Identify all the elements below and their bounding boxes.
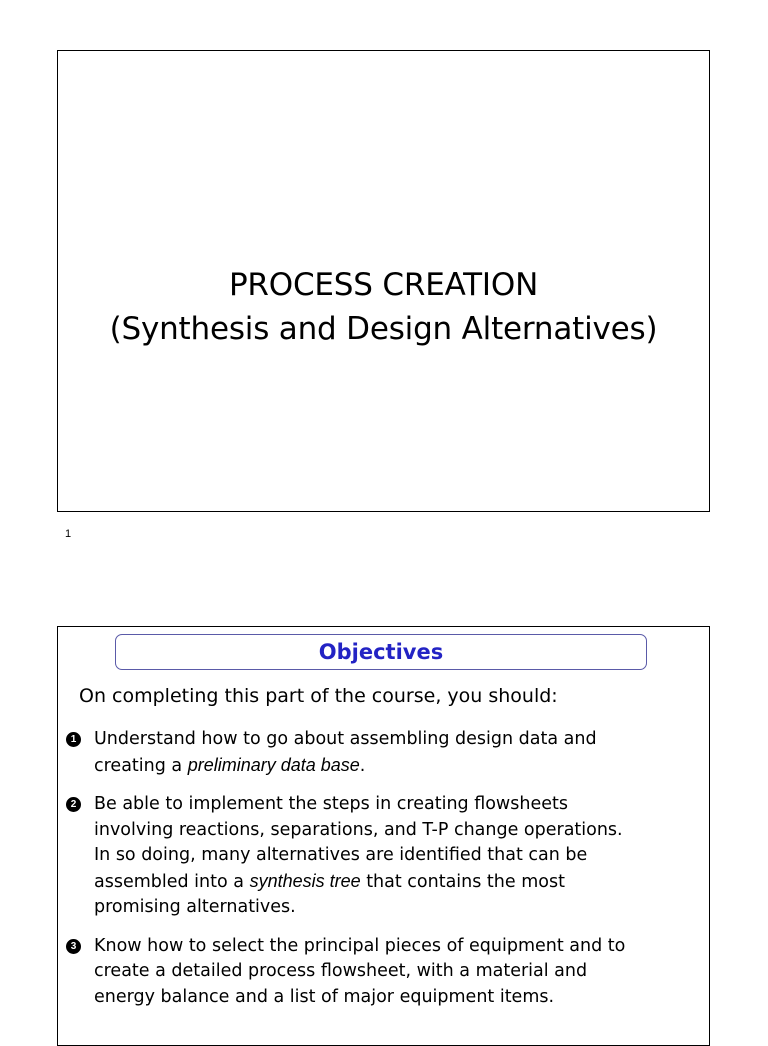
item-line: In so doing, many alternatives are identified that can be — [94, 845, 588, 865]
title-line-1: PROCESS CREATION — [228, 267, 539, 303]
item-text: assembled into a — [94, 871, 250, 892]
item-text: . — [359, 755, 366, 776]
number-3-icon: 3 — [66, 939, 81, 954]
item-line: Know how to select the principal pieces of equipment and to — [94, 935, 626, 956]
page-number: 1 — [65, 528, 72, 540]
title-line-2: (Synthesis and Design Alternatives) — [109, 311, 658, 347]
item-text: creating a — [94, 755, 188, 776]
item-line: energy balance and a list of major equipment items. — [94, 986, 555, 1007]
item-line — [94, 869, 702, 896]
item-text: that contains the most — [360, 871, 565, 892]
list-item — [66, 934, 702, 1011]
list-item — [66, 727, 702, 779]
item-line: Be able to implement the steps in creating flowsheets — [94, 794, 568, 814]
italic-term: synthesis tree — [249, 870, 361, 891]
item-line: promising alternatives. — [94, 897, 296, 917]
intro-text: On completing this part of the course, you should: — [79, 685, 558, 707]
objectives-heading: Objectives — [115, 634, 647, 670]
item-line: involving reactions, separations, and T-P change operations. — [94, 819, 623, 840]
list-item — [66, 792, 702, 921]
objectives-list — [66, 727, 702, 1023]
number-2-icon: 2 — [66, 797, 81, 812]
objectives-slide — [57, 626, 710, 1046]
title-slide — [57, 50, 710, 512]
slide-title — [58, 263, 709, 351]
item-line: Understand how to go about assembling design data and — [94, 729, 597, 749]
item-line: create a detailed process flowsheet, with a material and — [94, 961, 588, 981]
item-line — [94, 753, 702, 780]
number-1-icon: 1 — [66, 732, 81, 747]
italic-term: preliminary data base — [187, 754, 360, 775]
